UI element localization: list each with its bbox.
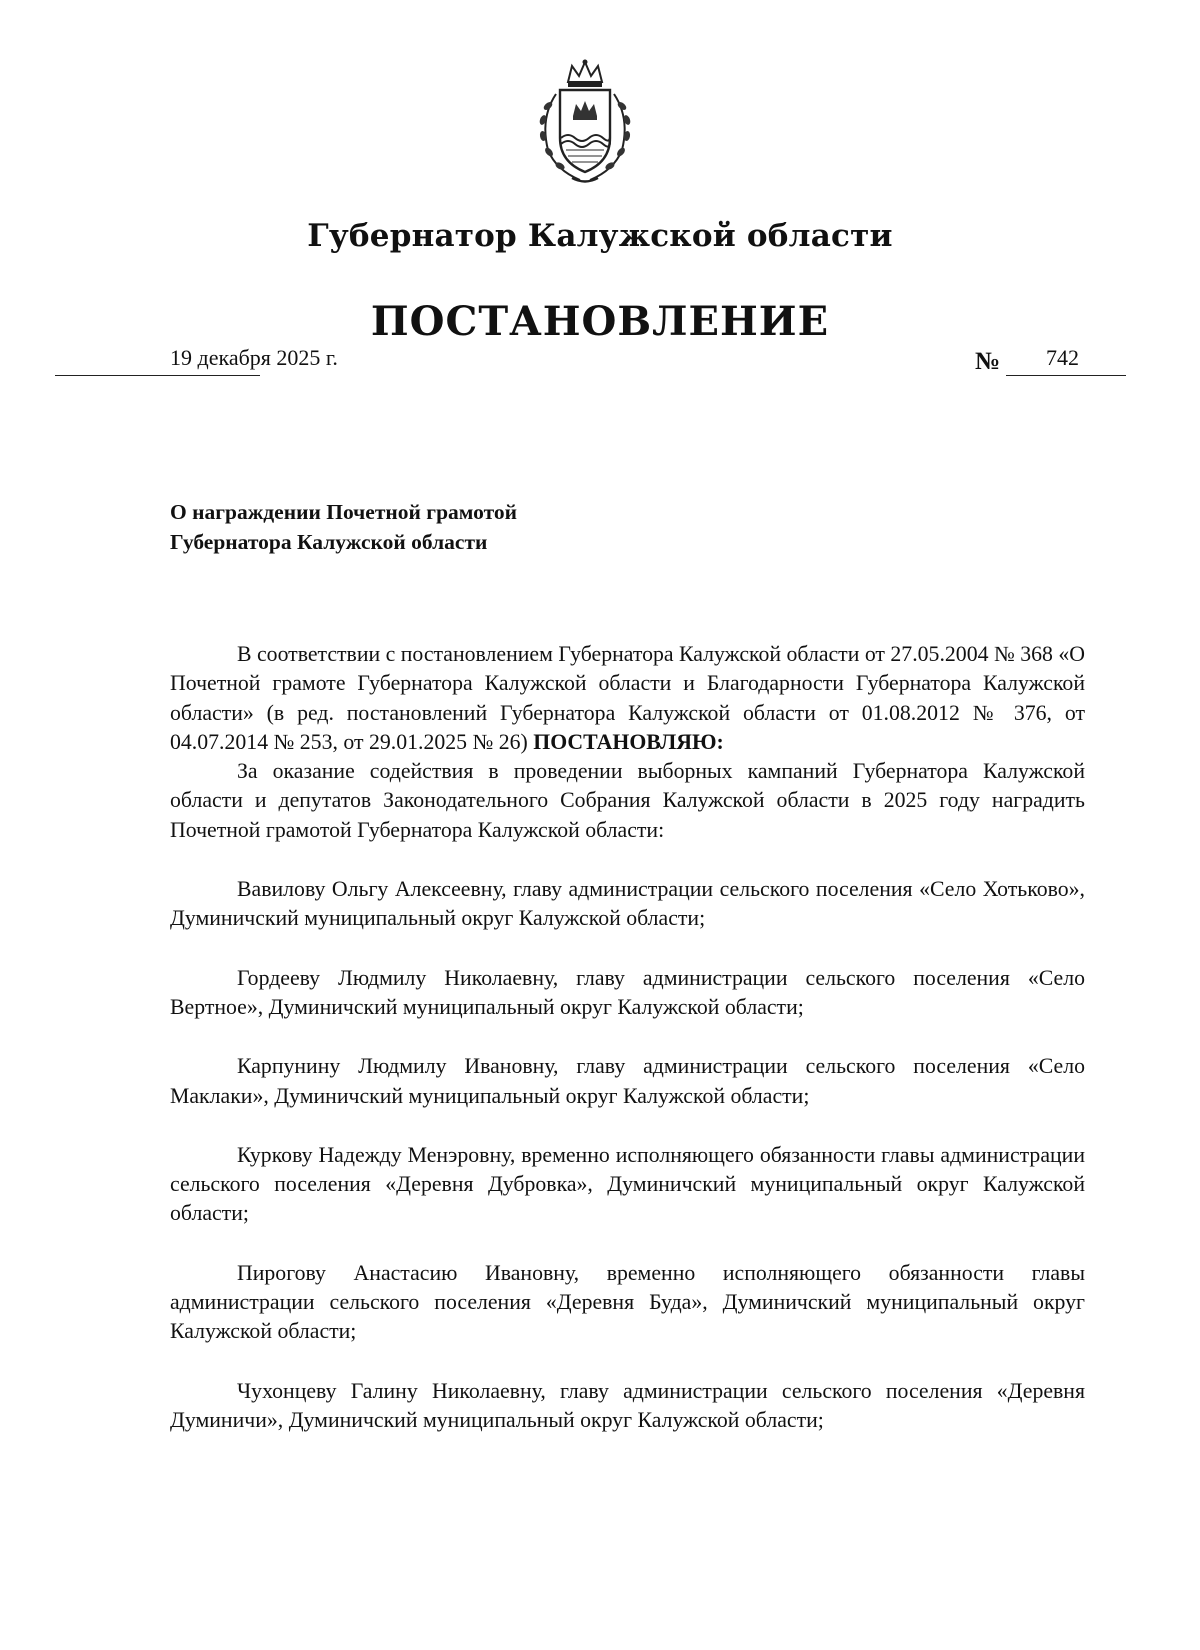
coat-of-arms-icon xyxy=(530,58,640,186)
document-subject xyxy=(170,497,517,557)
document-number: 742 xyxy=(1046,345,1079,370)
issuer-title: Губернатор Калужской области xyxy=(307,218,893,254)
document-body xyxy=(170,640,1085,1435)
document-date: 19 декабря 2025 г. xyxy=(170,345,338,370)
number-field xyxy=(1006,345,1126,376)
decree-word: ПОСТАНОВЛЯЮ: xyxy=(533,729,724,754)
date-field xyxy=(55,345,338,376)
preamble-text: В соответствии с постановлением Губернатора Калужской области от 27.05.2004 № 368 «О Почетной грамоте Губернатора Калужской области и Благодарности Губернатора Калужской области» (в ред. постановлений Губернатора Калужской области от 01.08.2012 № 376, от 04.07.2014 № 253, от 29.01.2025 № 26) xyxy=(170,642,1085,754)
resolution-paragraph: За оказание содействия в проведении выборных кампаний Губернатора Калужской области и депутатов Законодательного Собрания Калужской области в 2025 году наградить Почетной грамотой Губернатора Калужской области: xyxy=(170,759,1085,842)
awardee-paragraph: Чухонцеву Галину Николаевну, главу администрации сельского поселения «Деревня Думиничи», Думиничский муниципальный округ Калужской области; xyxy=(170,1378,1085,1432)
awardee-paragraph: Вавилову Ольгу Алексеевну, главу администрации сельского поселения «Село Хотьково», Думиничский муниципальный округ Калужской области; xyxy=(170,877,1085,931)
awardee-paragraph: Пирогову Анастасию Ивановну, временно исполняющего обязанности главы администрации сельского поселения «Деревня Буда», Думиничский муниципальный округ Калужской области; xyxy=(170,1260,1085,1344)
document-type: ПОСТАНОВЛЕНИЕ xyxy=(370,298,830,345)
subject-line-1: О награждении Почетной грамотой xyxy=(170,500,518,524)
awardee-paragraph: Карпунину Людмилу Ивановну, главу администрации сельского поселения «Село Маклаки», Думиничский муниципальный округ Калужской области; xyxy=(170,1054,1085,1108)
preamble-paragraph xyxy=(170,640,1085,757)
subject-line-2: Губернатора Калужской области xyxy=(170,530,488,554)
awardee-paragraph: Куркову Надежду Менэровну, временно исполняющего обязанности главы администрации сельского поселения «Деревня Дубровка», Думиничский муниципальный округ Калужской области; xyxy=(170,1142,1085,1226)
number-label: № xyxy=(975,348,1001,375)
awardee-paragraph: Гордееву Людмилу Николаевну, главу администрации сельского поселения «Село Вертное», Думиничский муниципальный округ Калужской области; xyxy=(170,965,1085,1019)
